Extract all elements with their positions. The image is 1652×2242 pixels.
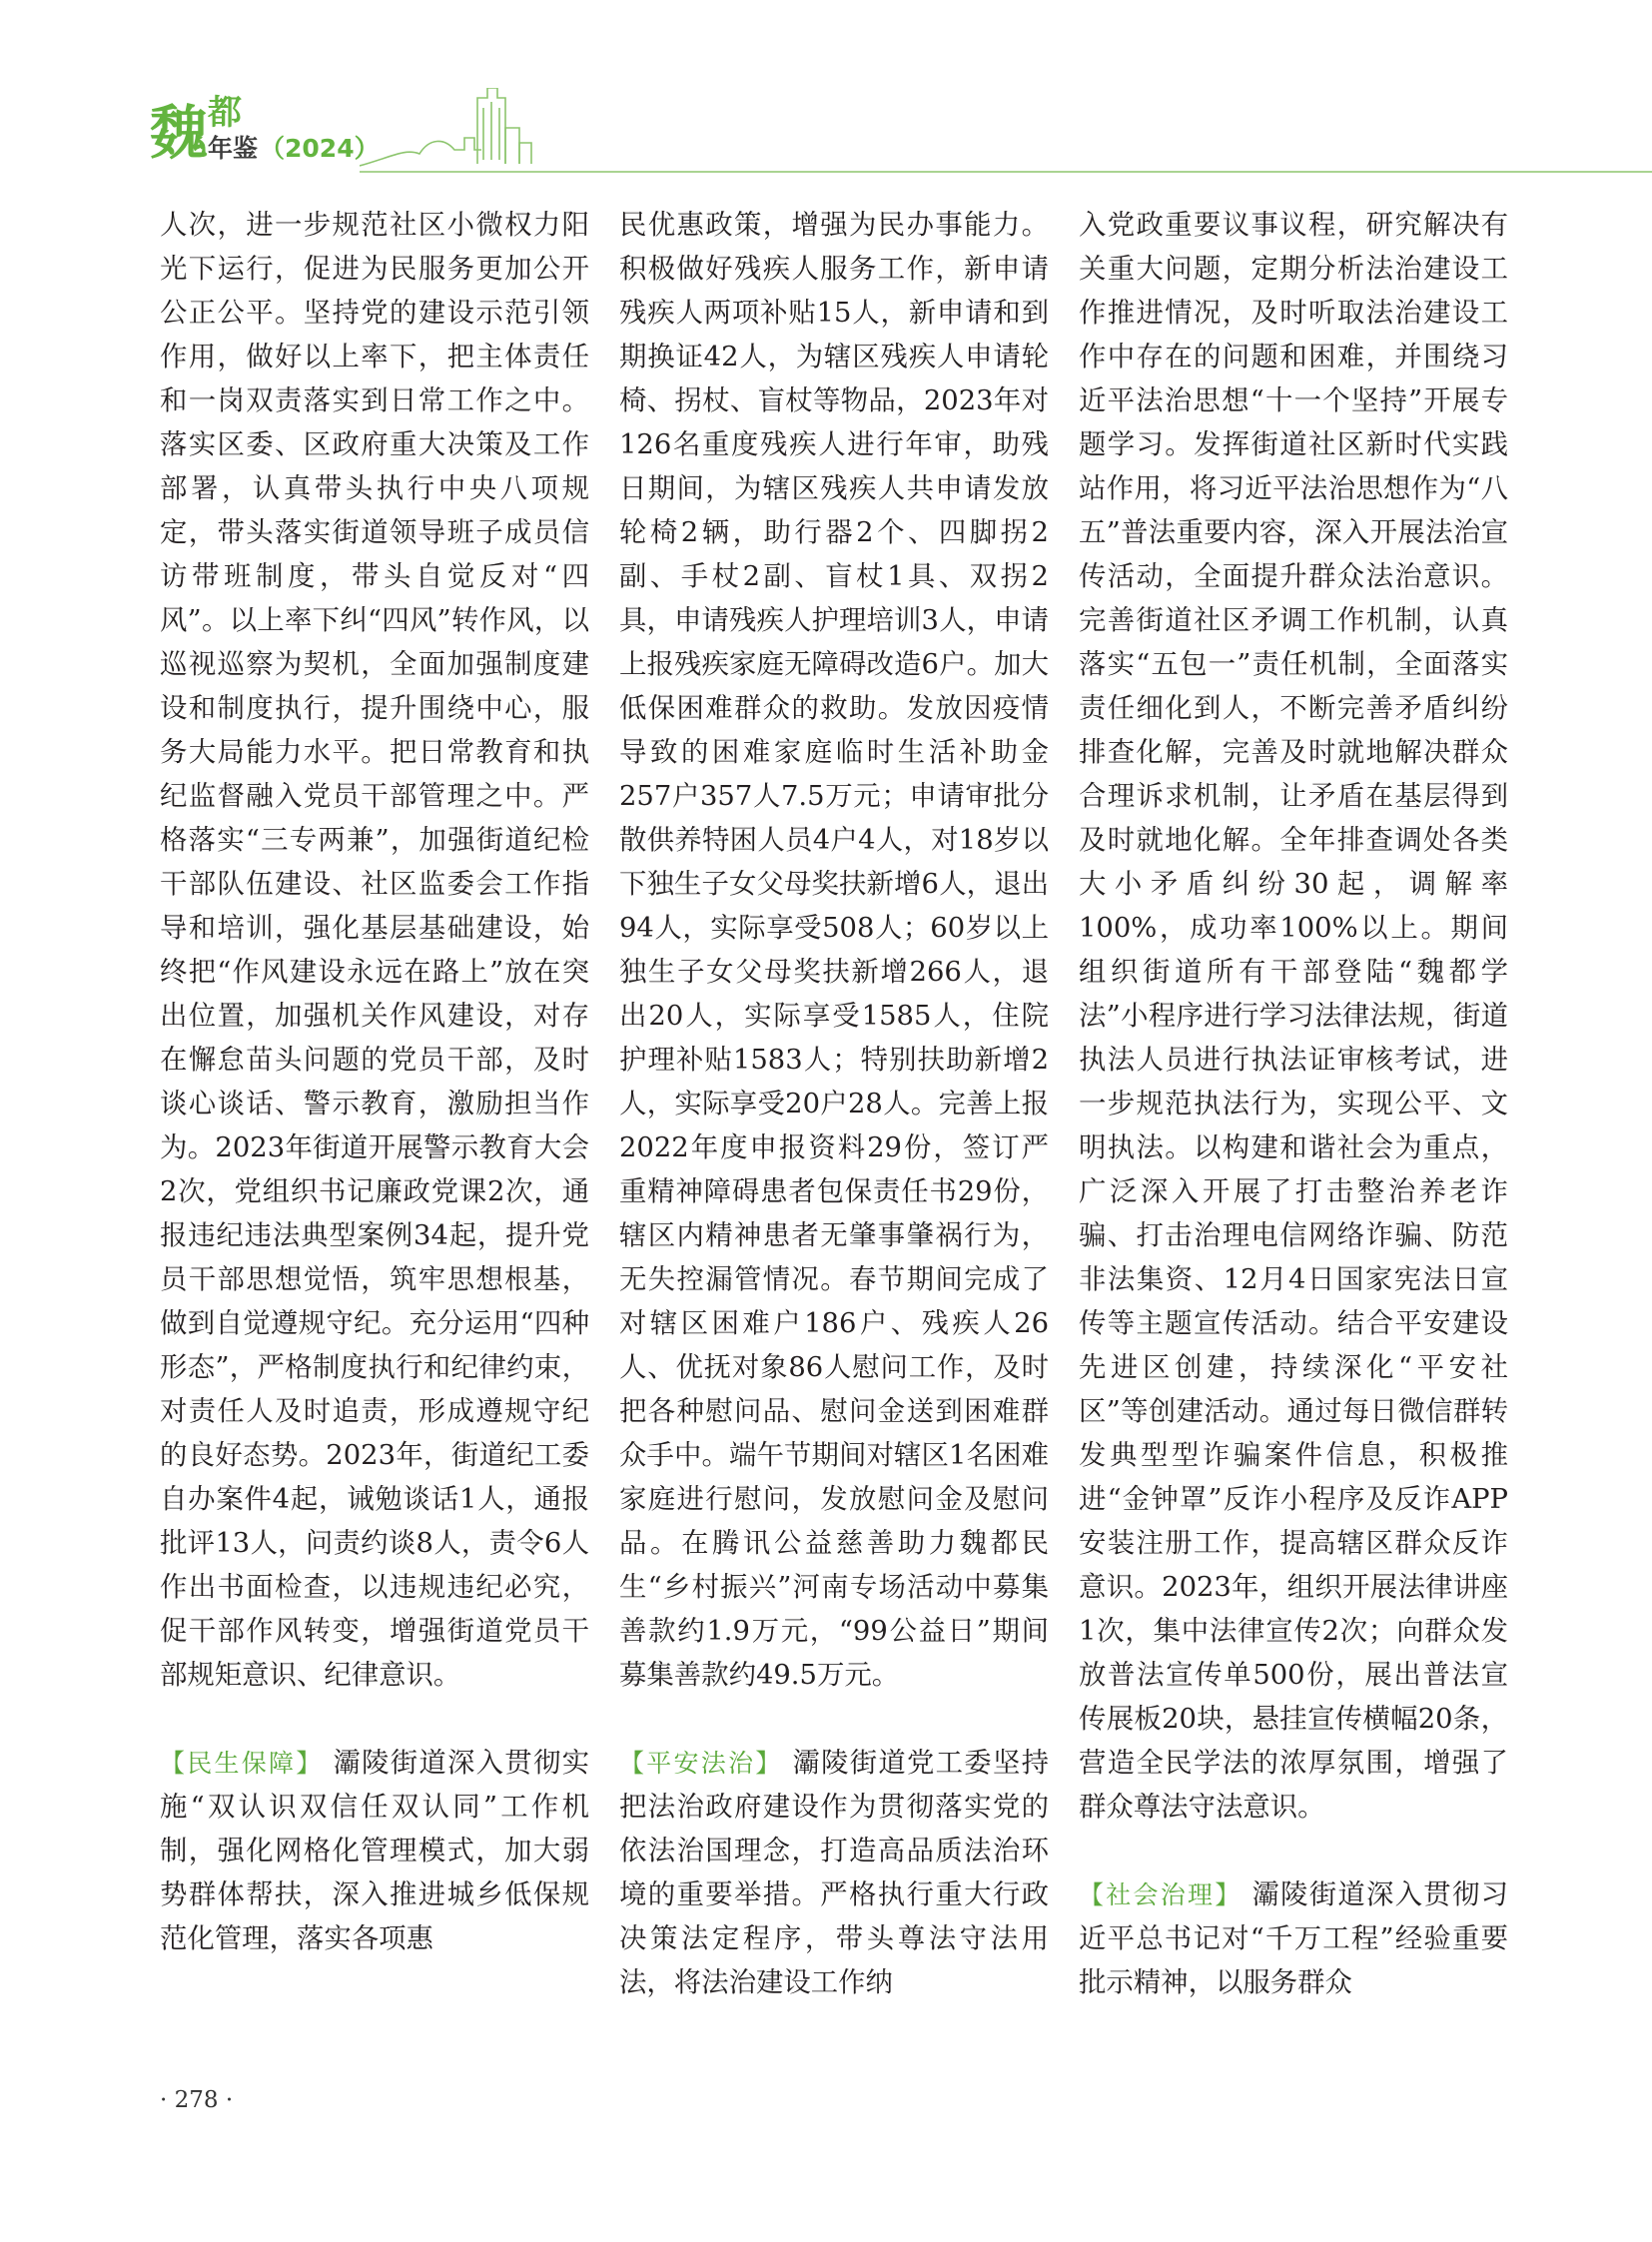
logo-wei-char: 魏 [150,99,209,167]
paragraph: 民优惠政策，增强为民办事能力。积极做好残疾人服务工作，新申请残疾人两项补贴15人，新申请和到期换证42人，为辖区残疾人申请轮椅、拐杖、盲杖等物品，2023年对126名重度残疾人进行年审，助残日期间，为辖区残疾人共申请发放轮椅2辆，助行器2个、四脚拐2副、手杖2副、盲杖1具、双拐2具，申请残疾人护理培训3人，申请上报残疾家庭无障碍改造6户。加大低保困难群众的救助。发放因疫情导致的困难家庭临时生活补助金257户357人7.5万元；申请审批分散供养特困人员4户4人，对18岁以下独生子女父母奖扶新增6人，退出94人，实际享受508人；60岁以上独生子女父母奖扶新增266人，退出20人，实际享受1585人，住院护理补贴1583人；特别扶助新增2人，实际享受20户28人。完善上报2022年度申报资料29份，签订严重精神障碍患者包保责任书29份，辖区内精神患者无肇事肇祸行为，无失控漏管情况。春节期间完成了对辖区困难户186户、残疾人26人、优抚对象86人慰问工作，及时把各种慰问品、慰问金送到困难群众手中。端午节期间对辖区1名困难家庭进行慰问，发放慰问金及慰问品。在腾讯公益慈善助力魏都民生“乡村振兴”河南专场活动中募集善款约1.9万元，“99公益日”期间募集善款约49.5万元。 [619,210,1049,1691]
paragraph-text: 灞陵街道深入贯彻习近平总书记对“千万工程”经验重要批示精神，以服务群众 [1079,1879,1508,1998]
yearbook-year: （2024） [260,134,380,163]
section-paragraph [619,1742,1049,2005]
yearbook-label: 年鉴 [208,134,259,163]
text-column-2 [619,204,1049,2005]
yearbook-title [208,135,380,163]
logo-du-char: 都 [208,93,242,133]
paragraph-text: 灞陵街道党工委坚持把法治政府建设作为贯彻落实党的依法治国理念，打造高品质法治环境的重要举措。严格执行重大行政决策法定程序，带头尊法守法用法，将法治建设工作纳 [619,1748,1049,1998]
section-heading: 【民生保障】 [160,1749,324,1778]
page-header [0,0,1652,175]
text-column-3 [1079,204,1508,2005]
text-column-1 [160,204,589,1961]
paragraph-text: 灞陵街道深入贯彻实施“双认识双信任双认同”工作机制，强化网格化管理模式，加大弱势群体帮扶，深入推进城乡低保规范化管理，落实各项惠 [160,1748,589,1954]
skyline-decoration-icon [360,88,1652,178]
section-paragraph [160,1742,589,1961]
paragraph: 人次，进一步规范社区小微权力阳光下运行，促进为民服务更加公开公正公平。坚持党的建设示范引领作用，做好以上率下，把主体责任和一岗双责落实到日常工作之中。落实区委、区政府重大决策及工作部署，认真带头执行中央八项规定，带头落实街道领导班子成员信访带班制度，带头自觉反对“四风”。以上率下纠“四风”转作风，以巡视巡察为契机，全面加强制度建设和制度执行，提升围绕中心，服务大局能力水平。把日常教育和执纪监督融入党员干部管理之中。严格落实“三专两兼”，加强街道纪检干部队伍建设、社区监委会工作指导和培训，强化基层基础建设，始终把“作风建设永远在路上”放在突出位置，加强机关作风建设，对存在懈怠苗头问题的党员干部，及时谈心谈话、警示教育，激励担当作为。2023年街道开展警示教育大会2次，党组织书记廉政党课2次，通报违纪违法典型案例34起，提升党员干部思想觉悟，筑牢思想根基，做到自觉遵规守纪。充分运用“四种形态”，严格制度执行和纪律约束，对责任人及时追责，形成遵规守纪的良好态势。2023年，街道纪工委自办案件4起，诫勉谈话1人，通报批评13人，问责约谈8人，责令6人作出书面检查，以违规违纪必究，促干部作风转变，增强街道党员干部规矩意识、纪律意识。 [160,210,589,1691]
paragraph: 入党政重要议事议程，研究解决有关重大问题，定期分析法治建设工作推进情况，及时听取法治建设工作中存在的问题和困难，并围绕习近平法治思想“十一个坚持”开展专题学习。发挥街道社区新时代实践站作用，将习近平法治思想作为“八五”普法重要内容，深入开展法治宣传活动，全面提升群众法治意识。完善街道社区矛调工作机制，认真落实“五包一”责任机制，全面落实责任细化到人，不断完善矛盾纠纷排查化解，完善及时就地解决群众合理诉求机制，让矛盾在基层得到及时就地化解。全年排查调处各类大小矛盾纠纷30起，调解率100%，成功率100%以上。期间组织街道所有干部登陆“魏都学法”小程序进行学习法律法规，街道执法人员进行执法证审核考试，进一步规范执法行为，实现公平、文明执法。以构建和谐社会为重点，广泛深入开展了打击整治养老诈骗、打击治理电信网络诈骗、防范非法集资、12月4日国家宪法日宣传等主题宣传活动。结合平安建设先进区创建，持续深化“平安社区”等创建活动。通过每日微信群转发典型型诈骗案件信息，积极推进“金钟罩”反诈小程序及反诈APP安装注册工作，提高辖区群众反诈意识。2023年，组织开展法律讲座1次，集中法律宣传2次；向群众发放普法宣传单500份，展出普法宣传展板20块，悬挂宣传横幅20条，营造全民学法的浓厚氛围，增强了群众尊法守法意识。 [1079,210,1508,1823]
section-heading: 【社会治理】 [1079,1880,1242,1909]
page-number: · 278 · [160,2087,234,2113]
section-heading: 【平安法治】 [619,1749,783,1778]
section-paragraph [1079,1873,1508,2005]
